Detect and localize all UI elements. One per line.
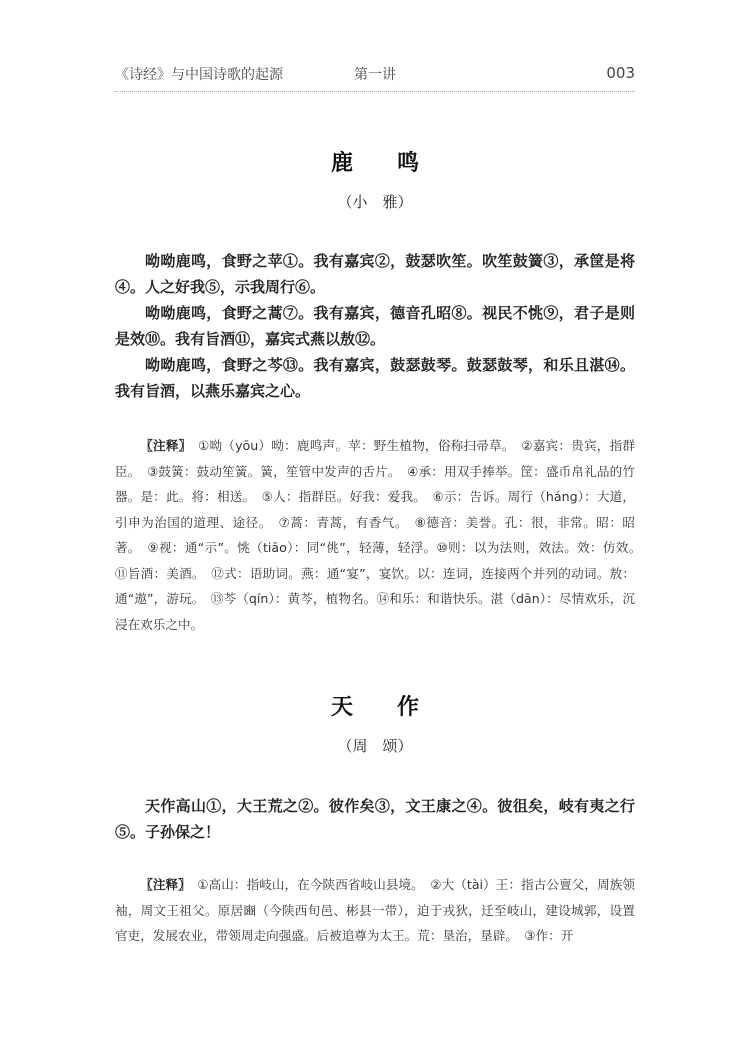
stanza: 呦呦鹿鸣，食野之蒿⑦。我有嘉宾，德音孔昭⑧。视民不恌⑨，君子是则是效⑩。我有旨酒⑪，嘉宾式燕以敖⑫。	[115, 304, 635, 348]
poem-subtitle: （小 雅）	[337, 193, 413, 211]
annotation-block	[115, 872, 635, 949]
stanza: 呦呦鹿鸣，食野之芩⑬。我有嘉宾，鼓瑟鼓琴。鼓瑟鼓琴，和乐且湛⑭。我有旨酒，以燕乐嘉宾之心。	[115, 356, 635, 400]
header-divider	[115, 91, 635, 92]
notes-text: ①高山：指岐山，在今陕西省岐山县境。 ②大（tài）王：指古公亶父，周族领袖，周文王祖父。原居豳（今陕西旬邑、彬县一带），迫于戎狄，迁至岐山，建设城郭，设置官吏，发展农业，带领周走向强盛。后被追尊为太王。荒：垦治，垦辟。 ③作：开	[115, 877, 636, 943]
header-chapter: 第一讲	[354, 67, 396, 83]
header-book-title: 《诗经》与中国诗歌的起源	[115, 67, 283, 83]
notes-text: ①呦（yōu）呦：鹿鸣声。苹：野生植物，俗称扫帚草。 ②嘉宾：贵宾，指群臣。 ③鼓簧：鼓动笙簧。簧，笙管中发声的舌片。 ④承：用双手捧举。筐：盛币帛礼品的竹器。是：此。将：相送。 ⑤人：指群臣。好我：爱我。 ⑥示：告诉。周行（háng）：大道，引申为治国的道理、途径。 ⑦蒿：青蒿，有香气。 ⑧德音：美誉。孔：很，非常。昭：昭著。 ⑨视：通“示”。恌（tiāo）：同“佻”，轻薄，轻浮。⑩则：以为法则，效法。效：仿效。 ⑪旨酒：美酒。 ⑫式：语助词。燕：通“宴”，宴饮。以：连词，连接两个并列的动词。敖：通“遨”，游玩。 ⑬芩（qín）：黄芩，植物名。⑭和乐：和谐快乐。湛（dān）：尽情欢乐，沉浸在欢乐之中。	[115, 438, 648, 632]
poem-text	[115, 793, 635, 845]
stanza: 天作高山①，大王荒之②。彼作矣③，文王康之④。彼徂矣，岐有夷之行⑤。子孙保之！	[115, 797, 635, 841]
annotation-block	[115, 433, 648, 637]
poem-text	[115, 248, 635, 404]
poem-title: 天 作	[330, 694, 419, 720]
notes-label: 〖注释〗	[140, 438, 186, 453]
notes-label: 〖注释〗	[140, 877, 185, 892]
poem-title: 鹿 鸣	[330, 150, 419, 176]
poem-subtitle: （周 颂）	[337, 737, 413, 755]
stanza: 呦呦鹿鸣，食野之苹①。我有嘉宾②，鼓瑟吹笙。吹笙鼓簧③，承筐是将④。人之好我⑤，示我周行⑥。	[115, 252, 635, 296]
page-number: 003	[606, 64, 635, 82]
running-header	[115, 64, 635, 86]
